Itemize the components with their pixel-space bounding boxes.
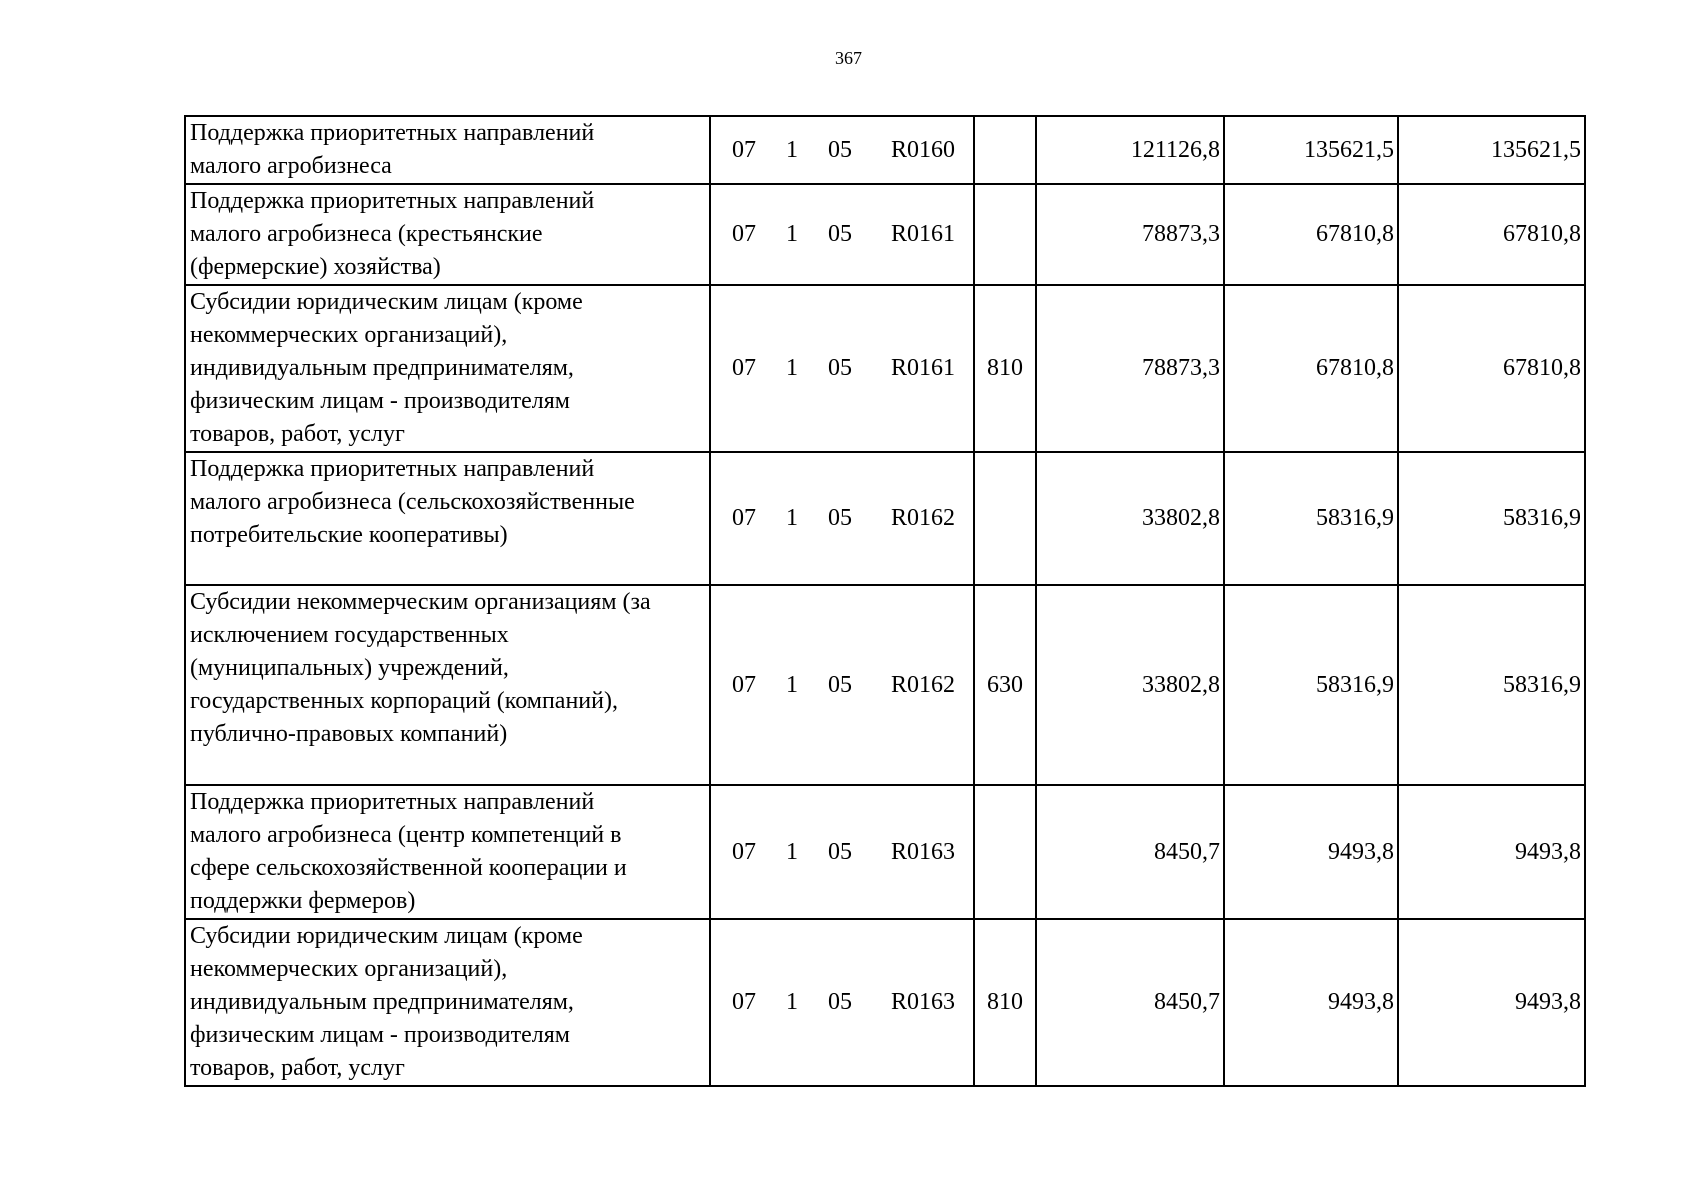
table-row <box>185 285 1585 452</box>
target-code: R0162 <box>890 505 955 531</box>
row-name-line: Поддержка приоритетных направлений <box>190 789 595 815</box>
expense-type-code <box>974 116 1036 184</box>
row-name-line: публично-правовых компаний) <box>190 721 508 747</box>
subprogram-code: 05 <box>828 355 852 381</box>
row-name-line: малого агробизнеса <box>190 153 392 179</box>
expense-type-code <box>974 785 1036 919</box>
row-codes <box>710 785 974 919</box>
amount-year-2: 67810,8 <box>1224 184 1398 285</box>
section-code: 07 <box>732 355 756 381</box>
row-codes <box>710 116 974 184</box>
table-row <box>185 452 1585 585</box>
row-name-line: малого агробизнеса (центр компетенций в <box>190 822 622 848</box>
row-name <box>185 184 710 285</box>
amount-year-2: 9493,8 <box>1224 785 1398 919</box>
row-codes <box>710 919 974 1086</box>
budget-table <box>184 115 1586 1087</box>
row-name-line: исключением государственных <box>190 622 509 648</box>
amount-year-2: 135621,5 <box>1224 116 1398 184</box>
section-code: 07 <box>732 505 756 531</box>
row-name-line: Субсидии юридическим лицам (кроме <box>190 923 583 949</box>
subprogram-code: 05 <box>828 136 852 163</box>
row-name-line: физическим лицам - производителям <box>190 1022 570 1048</box>
amount-year-3: 58316,9 <box>1398 452 1585 585</box>
row-name <box>185 585 710 785</box>
row-name-line: малого агробизнеса (сельскохозяйственные <box>190 489 635 515</box>
amount-year-3: 58316,9 <box>1398 585 1585 785</box>
row-name-line: государственных корпораций (компаний), <box>190 688 618 714</box>
program-code: 1 <box>786 136 798 163</box>
row-name-line: индивидуальным предпринимателям, <box>190 355 574 381</box>
amount-year-3: 67810,8 <box>1398 285 1585 452</box>
target-code: R0163 <box>890 989 955 1015</box>
row-name-line: некоммерческих организаций), <box>190 322 508 348</box>
row-name <box>185 452 710 585</box>
table-row <box>185 919 1585 1086</box>
expense-type-code: 630 <box>974 585 1036 785</box>
amount-year-1: 78873,3 <box>1036 285 1224 452</box>
row-name-line: малого агробизнеса (крестьянские <box>190 221 543 247</box>
table-row <box>185 116 1585 184</box>
row-name-line: некоммерческих организаций), <box>190 956 508 982</box>
target-code: R0163 <box>890 838 955 865</box>
subprogram-code: 05 <box>828 671 852 698</box>
row-name <box>185 116 710 184</box>
row-name-line: (фермерские) хозяйства) <box>190 254 441 280</box>
target-code: R0160 <box>890 136 955 163</box>
section-code: 07 <box>732 671 756 698</box>
row-name-line: сфере сельскохозяйственной кооперации и <box>190 855 627 881</box>
table-body <box>185 116 1585 1086</box>
program-code: 1 <box>786 221 798 247</box>
row-name-line: Поддержка приоритетных направлений <box>190 120 595 146</box>
amount-year-3: 135621,5 <box>1398 116 1585 184</box>
row-name-line: Субсидии юридическим лицам (кроме <box>190 289 583 315</box>
row-name-line: физическим лицам - производителям <box>190 388 570 414</box>
amount-year-3: 9493,8 <box>1398 785 1585 919</box>
amount-year-1: 33802,8 <box>1036 585 1224 785</box>
row-name-line: Субсидии некоммерческим организациям (за <box>190 589 651 615</box>
subprogram-code: 05 <box>828 838 852 865</box>
row-name-line: потребительские кооперативы) <box>190 522 508 548</box>
subprogram-code: 05 <box>828 505 852 531</box>
program-code: 1 <box>786 989 798 1015</box>
row-name-line: товаров, работ, услуг <box>190 1055 405 1081</box>
amount-year-2: 9493,8 <box>1224 919 1398 1086</box>
table-row <box>185 785 1585 919</box>
amount-year-3: 67810,8 <box>1398 184 1585 285</box>
amount-year-3: 9493,8 <box>1398 919 1585 1086</box>
table-row <box>185 184 1585 285</box>
target-code: R0161 <box>890 355 955 381</box>
section-code: 07 <box>732 136 756 163</box>
amount-year-2: 67810,8 <box>1224 285 1398 452</box>
target-code: R0162 <box>890 671 955 698</box>
amount-year-1: 121126,8 <box>1036 116 1224 184</box>
amount-year-2: 58316,9 <box>1224 452 1398 585</box>
row-codes <box>710 452 974 585</box>
program-code: 1 <box>786 671 798 698</box>
row-name-line: индивидуальным предпринимателям, <box>190 989 574 1015</box>
row-codes <box>710 184 974 285</box>
amount-year-1: 33802,8 <box>1036 452 1224 585</box>
amount-year-1: 8450,7 <box>1036 785 1224 919</box>
subprogram-code: 05 <box>828 989 852 1015</box>
expense-type-code: 810 <box>974 919 1036 1086</box>
row-name-line: товаров, работ, услуг <box>190 421 405 447</box>
table-row <box>185 585 1585 785</box>
section-code: 07 <box>732 989 756 1015</box>
page-number: 367 <box>835 48 862 68</box>
section-code: 07 <box>732 221 756 247</box>
row-name <box>185 919 710 1086</box>
amount-year-1: 8450,7 <box>1036 919 1224 1086</box>
row-name <box>185 285 710 452</box>
section-code: 07 <box>732 838 756 865</box>
row-codes <box>710 285 974 452</box>
row-name-line: поддержки фермеров) <box>190 888 416 914</box>
row-name-line: Поддержка приоритетных направлений <box>190 456 595 482</box>
expense-type-code <box>974 184 1036 285</box>
row-name <box>185 785 710 919</box>
expense-type-code: 810 <box>974 285 1036 452</box>
program-code: 1 <box>786 355 798 381</box>
program-code: 1 <box>786 838 798 865</box>
expense-type-code <box>974 452 1036 585</box>
amount-year-1: 78873,3 <box>1036 184 1224 285</box>
program-code: 1 <box>786 505 798 531</box>
target-code: R0161 <box>890 221 955 247</box>
row-name-line: (муниципальных) учреждений, <box>190 655 509 681</box>
row-codes <box>710 585 974 785</box>
row-name-line: Поддержка приоритетных направлений <box>190 188 595 214</box>
amount-year-2: 58316,9 <box>1224 585 1398 785</box>
subprogram-code: 05 <box>828 221 852 247</box>
